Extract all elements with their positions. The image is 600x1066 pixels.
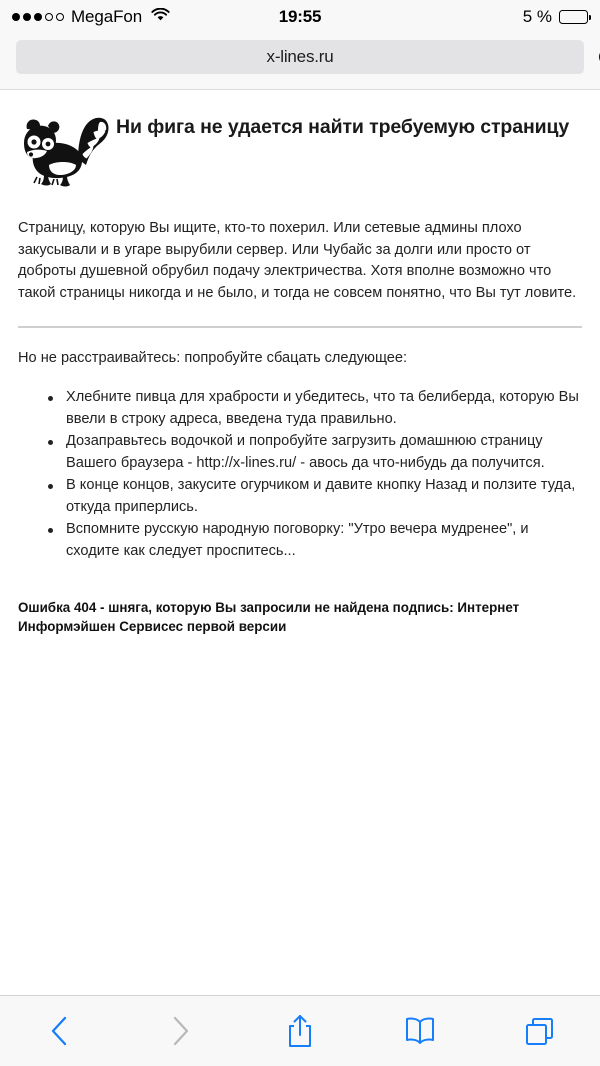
status-bar (0, 0, 600, 34)
battery-percent-label: 5 % (522, 7, 552, 26)
list-item: Хлебните пивца для храбрости и убедитесь, что та белиберда, которую Вы ввели в строку адреса, введена туда правильно. (48, 387, 582, 430)
list-item: В конце концов, закусите огурчиком и давите кнопку Назад и ползите туда, откуда приперлись. (48, 475, 582, 518)
list-item: Дозаправьтесь водочкой и попробуйте загрузить домашнюю страницу Вашего браузера - http://x-lines.ru/ - авось да что-нибудь да получится. (48, 431, 582, 474)
page-title: Ни фига не удается найти требуемую страницу (116, 116, 570, 138)
url-text: x-lines.ru (266, 46, 334, 66)
error-hero (18, 91, 582, 194)
bookmarks-button[interactable] (360, 996, 480, 1066)
error-code-footnote: Ошибка 404 - шняга, которую Вы запросили не найдена подпись: Интернет Информэйшен Сервисес первой версии (18, 600, 520, 634)
list-item: Вспомните русскую народную поговорку: "Утро вечера мудренее", и сходите как следует проспитесь... (48, 519, 582, 562)
back-button[interactable] (0, 996, 120, 1066)
browser-toolbar (0, 995, 600, 1066)
forward-button[interactable] (120, 996, 240, 1066)
tabs-button[interactable] (480, 996, 600, 1066)
reload-icon[interactable] (594, 44, 600, 70)
battery-icon (559, 10, 588, 24)
clock-label: 19:55 (278, 7, 322, 26)
raccoon-mascot-icon (18, 113, 110, 194)
url-input[interactable] (16, 40, 584, 74)
share-button[interactable] (240, 996, 360, 1066)
signal-dots-icon (12, 13, 64, 21)
suggestions-list (18, 387, 582, 562)
page-content (0, 91, 600, 995)
status-bar-right (523, 7, 588, 27)
browser-address-bar (0, 34, 600, 90)
wifi-icon (151, 8, 170, 27)
error-description: Страницу, которую Вы ищите, кто-то похерил. Или сетевые админы плохо закусывали и в угаре вырубили сервер. Или Чубайс за долги или просто от доброты душевной обрубил подачу электричества. Хотя вполне возможно что такой страницы никогда и не было, и тогда не совсем понятно, что Вы тут ловите. (18, 220, 577, 301)
status-bar-left (12, 7, 170, 27)
carrier-label: MegaFon (71, 7, 143, 26)
divider (18, 326, 582, 328)
suggestions-lead: Но не расстраивайтесь: попробуйте сбацать следующее: (18, 350, 408, 366)
